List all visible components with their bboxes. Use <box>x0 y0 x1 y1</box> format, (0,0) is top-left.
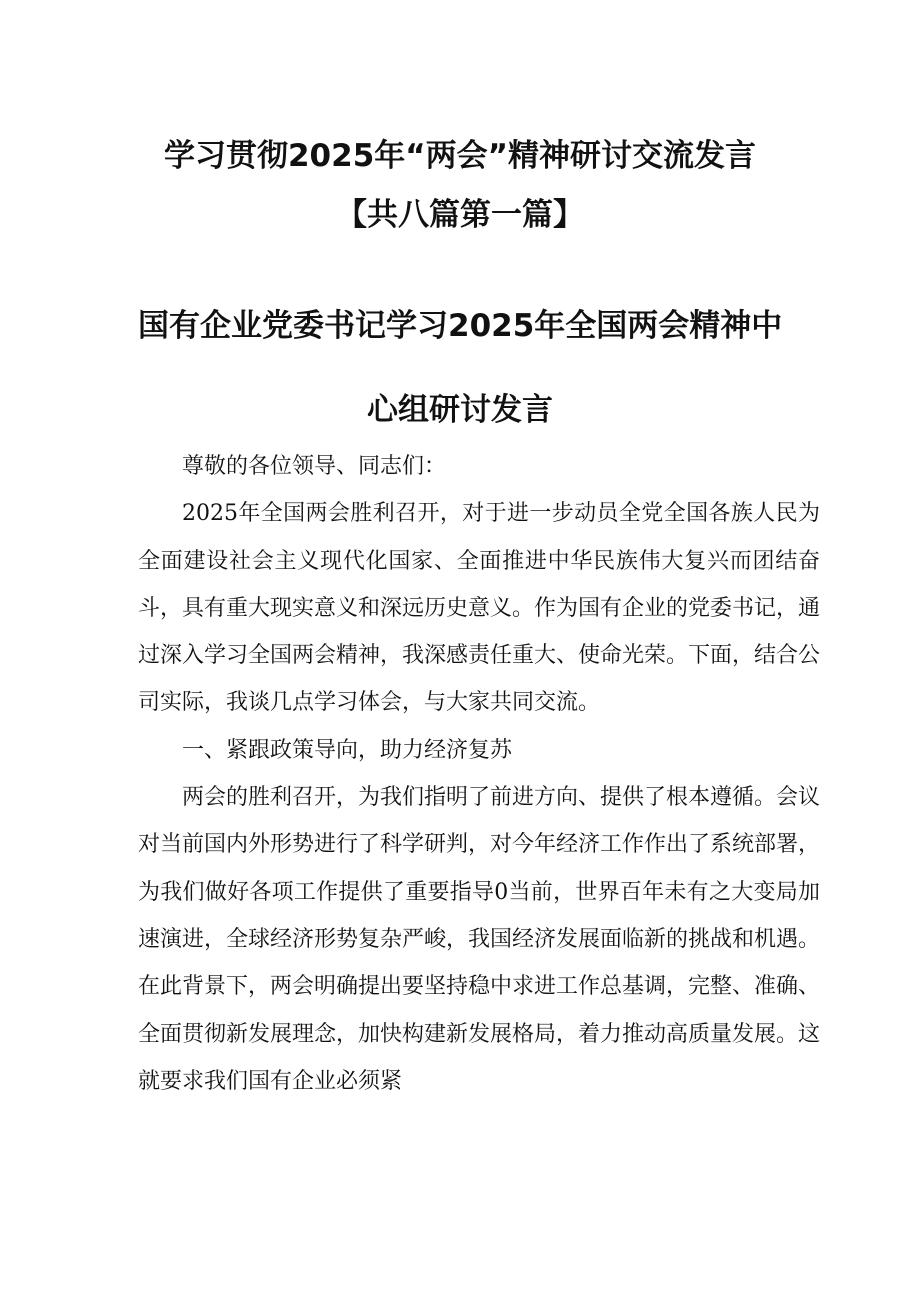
document-body <box>138 443 820 1105</box>
paragraph-section-1: 两会的胜利召开，为我们指明了前进方向、提供了根本遵循。会议对当前国内外形势进行了科学研判，对今年经济工作作出了系统部署，为我们做好各项工作提供了重要指导0当前，世界百年未有之大变局加速演进，全球经济形势复杂严峻，我国经济发展面临新的挑战和机遇。在此背景下，两会明确提出要坚持稳中求进工作总基调，完整、准确、全面贯彻新发展理念，加快构建新发展格局，着力推动高质量发展。这就要求我们国有企业必须紧 <box>138 785 821 1094</box>
document-title: 学习贯彻2025年“两会”精神研讨交流发言 <box>163 138 757 174</box>
document-series-label: 【共八篇第一篇】 <box>336 197 584 233</box>
speech-title-line-1: 国有企业党委书记学习2025年全国两会精神中 <box>138 308 783 344</box>
speech-title-line-2: 心组研讨发言 <box>367 392 553 428</box>
section-heading: 一、紧跟政策导向，助力经济复苏 <box>182 737 513 763</box>
paragraph-intro: 2025年全国两会胜利召开，对于进一步动员全党全国各族人民为全面建设社会主义现代化国家、全面推进中华民族伟大复兴而团结奋斗，具有重大现实意义和深远历史意义。作为国有企业的党委书记，通过深入学习全国两会精神，我深感责任重大、使命光荣。下面，结合公司实际，我谈几点学习体会，与大家共同交流。 <box>138 501 821 716</box>
salutation: 尊敬的各位领导、同志们： <box>182 454 447 479</box>
